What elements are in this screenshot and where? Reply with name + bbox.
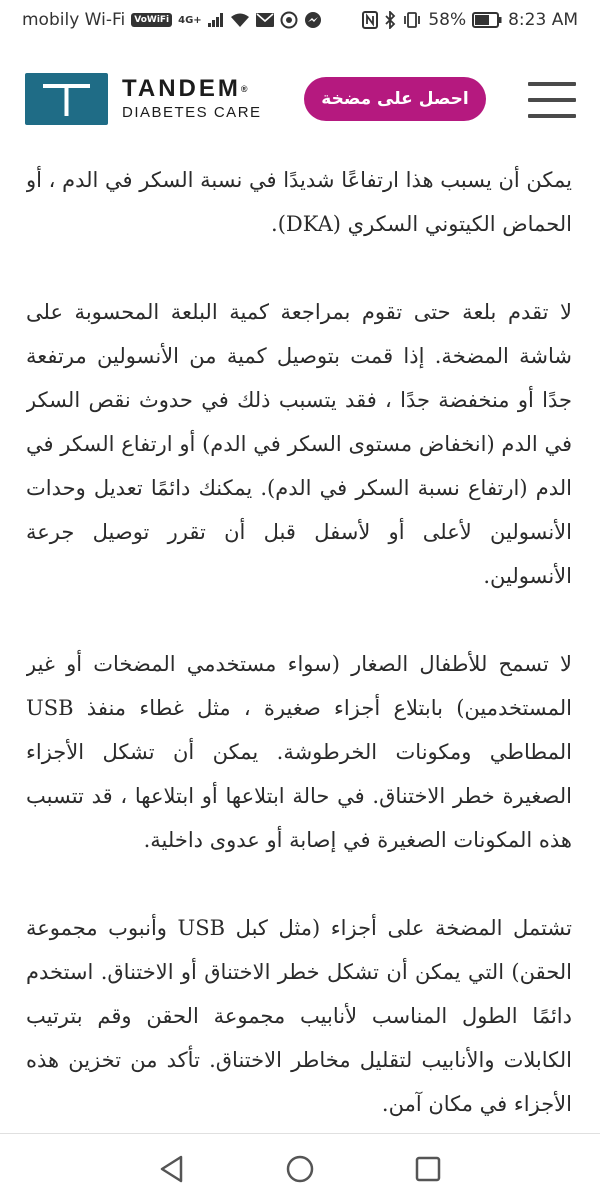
- logo-subtitle: DIABETES CARE: [122, 104, 262, 121]
- signal-icon: [208, 13, 224, 27]
- wifi-icon: [230, 12, 250, 28]
- article-content: [26, 158, 572, 1133]
- whatsapp-icon: [280, 11, 298, 29]
- tandem-logo-text[interactable]: [122, 77, 262, 121]
- messenger-icon: [304, 11, 322, 29]
- nfc-icon: [362, 11, 378, 29]
- system-nav-bar: [0, 1133, 600, 1200]
- site-header: [0, 55, 600, 145]
- paragraph-1: يمكن أن يسبب هذا ارتفاعًا شديدًا في نسبة السكر في الدم ، أو الحماض الكيتوني السكري (DKA).: [26, 168, 572, 236]
- get-pump-button[interactable]: احصل على مضخة: [304, 77, 486, 121]
- mail-icon: [256, 13, 274, 27]
- status-bar: [0, 0, 600, 40]
- battery-percent: 58%: [428, 10, 467, 30]
- vowifi-badge: VoWiFi: [131, 13, 172, 27]
- back-icon[interactable]: [157, 1154, 187, 1184]
- paragraph-4: تشتمل المضخة على أجزاء (مثل كبل USB وأنبوب مجموعة الحقن) التي يمكن أن تشكل خطر الاختناق أو الاختناق. استخدم دائمًا الطول المناسب لأنابيب مجموعة الحقن وقم بترتيب الكابلات والأنابيب لتقليل مخاطر الاختناق. تأكد من تخزين هذه الأجزاء في مكان آمن.: [26, 916, 572, 1116]
- paragraph-2: لا تقدم بلعة حتى تقوم بمراجعة كمية البلعة المحسوبة على شاشة المضخة. إذا قمت بتوصيل كمية من الأنسولين مرتفعة جدًا أو منخفضة جدًا ، فقد يتسبب ذلك في حدوث نقص السكر في الدم (انخفاض مستوى السكر في الدم) أو ارتفاع السكر في الدم (ارتفاع نسبة السكر في الدم). يمكنك دائمًا تعديل وحدات الأنسولين لأعلى أو لأسفل قبل أن تقرر توصيل جرعة الأنسولين.: [26, 300, 572, 588]
- status-left: [22, 10, 322, 30]
- registered-mark: ®: [240, 84, 248, 94]
- recents-icon[interactable]: [413, 1154, 443, 1184]
- vibrate-icon: [402, 12, 422, 28]
- carrier-label: mobily Wi-Fi: [22, 10, 126, 30]
- status-right: [362, 10, 578, 30]
- hamburger-menu-icon[interactable]: [528, 82, 576, 118]
- bluetooth-icon: [384, 11, 396, 29]
- home-icon[interactable]: [285, 1154, 315, 1184]
- network-type: 4G+: [178, 14, 202, 26]
- clock: 8:23 AM: [508, 10, 578, 30]
- logo-name: TANDEM: [122, 75, 241, 102]
- battery-icon: [472, 12, 502, 28]
- paragraph-3: لا تسمح للأطفال الصغار (سواء مستخدمي المضخات أو غير المستخدمين) بابتلاع أجزاء صغيرة ، مثل غطاء منفذ USB المطاطي ومكونات الخرطوشة. يمكن أن تشكل الأجزاء الصغيرة خطر الاختناق. في حالة ابتلاعها أو ابتلاعها ، قد تتسبب هذه المكونات الصغيرة في إصابة أو عدوى داخلية.: [26, 652, 572, 852]
- tandem-logo-mark[interactable]: [25, 73, 108, 125]
